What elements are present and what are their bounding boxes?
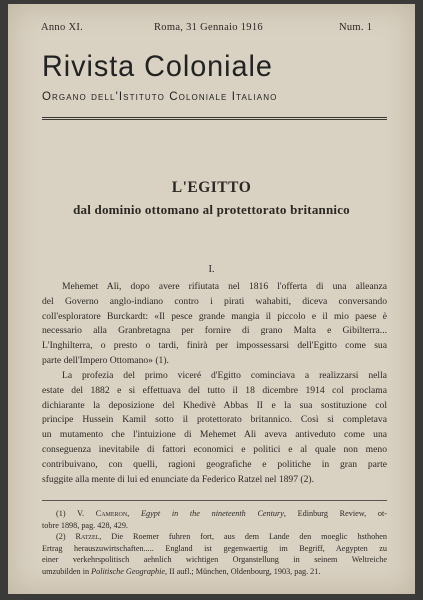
- text-line: L'Inghilterra, o presto o tardi, finirà per impossessarsi dell'Egitto come sua: [42, 340, 387, 352]
- text-line: sfuggite alla mente di lui ed enunciate da Federico Ratzel nel 1897 (2).: [42, 473, 314, 485]
- text-line: La profezia del primo viceré d'Egitto cominciava a realizzarsi nella: [62, 370, 387, 381]
- text-line: conseguenza inevitabile di fattori economici e politici e al quale non meno: [42, 443, 387, 455]
- footnote-line: [42, 531, 387, 543]
- text-line: coll'esploratore Burckardt: «Il pesce grande mangia il piccolo e il mio paese è: [42, 310, 387, 322]
- text-line: parte dell'Impero Ottomano» (1).: [42, 354, 169, 366]
- footnote-text: (2): [56, 532, 76, 542]
- footnote-text: ,: [127, 509, 141, 518]
- text-line: del Governo anglo-indiano contro i pirati wahabiti, diceva conversando: [42, 295, 387, 307]
- text-line: estate del 1882 e si effettuava del tutto il 18 dicembre 1914 col proclama: [42, 384, 387, 396]
- footnote-text: (1) V.: [56, 509, 96, 518]
- footnote-line: [42, 520, 387, 532]
- footnote-work-title: Politische Geographie: [91, 566, 166, 576]
- footnote-text: , Edinburg Review, ot-: [283, 509, 387, 518]
- paragraph-1: [42, 280, 387, 369]
- footnote-text: tobre 1898, pag. 428, 429.: [42, 520, 128, 530]
- issue-volume: Anno XI.: [41, 22, 84, 33]
- footnote-text: Ertrag herauszuwirtschaften..... England ist gegenwaertig im Begriff, Aegypten zu: [42, 543, 387, 553]
- footnote-text: einer verkehrspolitisch aehnlich wichtigen Organstellung in seinem Weltreiche: [42, 555, 387, 565]
- footnote-rule: [42, 500, 387, 501]
- masthead-rule: [42, 117, 387, 120]
- document-page: [8, 4, 415, 594]
- footnote-line: [42, 554, 387, 566]
- footnote-author: Cameron: [95, 509, 128, 518]
- text-line: Mehemet Alì, dopo avere rifiutata nel 1816 l'offerta di una alleanza: [62, 281, 387, 292]
- footnote-author: Ratzel: [75, 532, 100, 542]
- text-line: dichiarante la deposizione del Khedivè Abbas II e la sua sostituzione col: [42, 399, 387, 411]
- section-number: I.: [208, 264, 215, 275]
- footnote-line: [42, 508, 387, 520]
- footnote-line: [42, 543, 387, 555]
- journal-subtitle: Organo dell'Istituto Coloniale Italiano: [42, 91, 278, 103]
- text-line: un mutamento che l'intuizione di Mehemet Alì aveva antiveduto come una: [42, 429, 387, 441]
- footnote-text: umzubilden in: [42, 566, 92, 576]
- issue-number: Num. 1: [339, 22, 373, 33]
- footnote-line: [42, 566, 387, 578]
- issue-header: [8, 22, 415, 38]
- footnote-work-title: Egypt in the nineteenth Century: [141, 509, 284, 518]
- text-line: principe Hussein Kamil sotto il protettorato britannico. Così si completava: [42, 414, 387, 426]
- paragraph-2: [42, 369, 387, 487]
- footnote-text: , Die Roemer fuhren fort, aus dem Lande den moeglic hsthohen: [99, 532, 388, 542]
- text-line: contribuivano, con quelli, ragioni geografiche e politiche in gran parte: [42, 458, 387, 470]
- footnote-text: , II aufl.; München, Oldenbourg, 1903, pag. 21.: [165, 566, 321, 576]
- footnotes: [42, 508, 387, 578]
- article-title: L'EGITTO: [171, 179, 252, 196]
- journal-title: Rivista Coloniale: [42, 50, 273, 83]
- article-subtitle: dal dominio ottomano al protettorato britannico: [73, 202, 350, 217]
- issue-date: Roma, 31 Gennaio 1916: [154, 22, 263, 33]
- text-line: necessario alla Granbretagna per fornire di grano Malta e Gibilterra...: [42, 325, 387, 337]
